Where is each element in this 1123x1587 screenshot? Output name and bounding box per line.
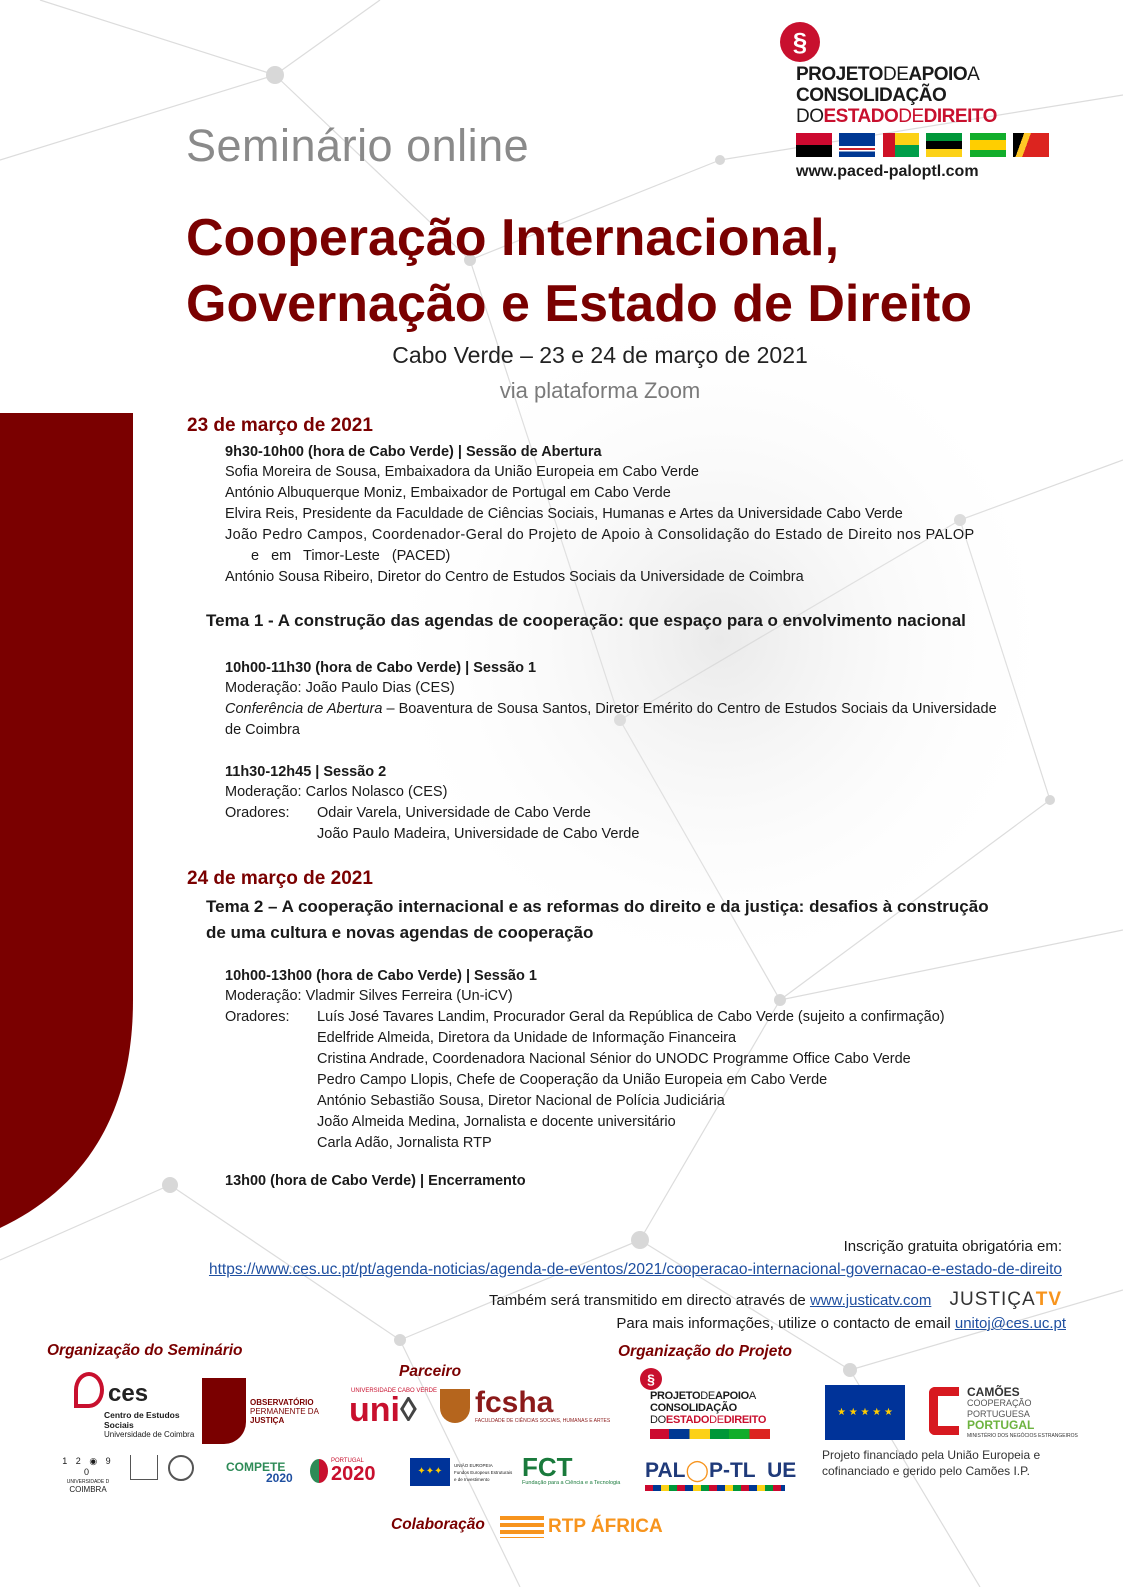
- day1-opening-session: [225, 442, 1065, 588]
- funding-note: Projeto financiado pela União Europeia e cofinanciado e gerido pelo Camões I.P.: [822, 1448, 1041, 1478]
- camoes-logo: CAMÕES COOPERAÇÃO PORTUGUESA PORTUGAL MINISTÉRIO DOS NEGÓCIOS ESTRANGEIROS: [929, 1387, 1078, 1442]
- speakers-row: [225, 1007, 1065, 1028]
- speaker: Luís José Tavares Landim, Procurador Geral da República de Cabo Verde (sujeito a confirmação): [317, 1009, 945, 1025]
- conference: [225, 699, 1065, 720]
- compete-2020-logo: COMPETE 2020: [226, 1460, 293, 1485]
- speakers-row: [225, 1070, 1065, 1091]
- closing-session: 13h00 (hora de Cabo Verde) | Encerramento: [225, 1173, 526, 1189]
- portugal-2020-logo: PORTUGAL 2020: [310, 1458, 376, 1484]
- palop-flags: [796, 133, 1050, 157]
- day1-session-2: [225, 762, 1065, 845]
- paced-logo: § PROJETODEAPOIOA CONSOLIDAÇÃO DOESTADODEDIREITO www.paced-paloptl.com: [780, 22, 1050, 181]
- eu-flag-large-icon: ★ ★ ★ ★ ★: [825, 1385, 905, 1440]
- heritage-seal-icon: [168, 1455, 194, 1481]
- day2-session-1: [225, 966, 1065, 1154]
- speakers-row: [225, 1049, 1065, 1070]
- eu-funds-logo: ✦✦✦ UNIÃO EUROPEIA Fundos Europeus Estruturais e de Investimento: [410, 1458, 514, 1486]
- guine-bissau-flag-icon: [883, 133, 919, 157]
- speakers-row: [225, 1091, 1065, 1112]
- unesco-icon: [130, 1455, 158, 1480]
- speaker: Carla Adão, Jornalista RTP: [317, 1135, 492, 1151]
- tema-2: Tema 2 – A cooperação internacional e as reformas do direito e da justiça: desafios à construção de uma cultura e novas agendas de cooperação: [206, 897, 989, 942]
- speakers-row: [225, 1112, 1065, 1133]
- speakers-row: [225, 824, 1065, 845]
- registration-link[interactable]: https://www.ces.uc.pt/pt/agenda-noticias/agenda-de-eventos/2021/cooperacao-internacional-governacao-e-estado-de-direito: [208, 1261, 1062, 1278]
- page-title: Cooperação Internacional, Governação e Estado de Direito: [186, 209, 973, 333]
- rtp-africa-logo: RTP ÁFRICA: [500, 1516, 663, 1538]
- speakers-row: [225, 803, 1065, 824]
- speakers-label: Oradores:: [225, 1009, 290, 1025]
- sao-tome-flag-icon: [970, 133, 1006, 157]
- moderation: Moderação: João Paulo Dias (CES): [225, 680, 455, 696]
- day1-session-1: [225, 658, 1065, 741]
- speaker: António Sebastião Sousa, Diretor Nacional de Polícia Judiciária: [317, 1093, 725, 1109]
- conference-continued: de Coimbra: [225, 722, 300, 738]
- paced-logo-small: § PROJETODEAPOIOA CONSOLIDAÇÃO DOESTADODEDIREITO: [640, 1368, 790, 1439]
- paced-emblem-icon-small: §: [640, 1368, 662, 1390]
- justicatv-logo: JUSTIÇATV: [949, 1289, 1062, 1310]
- camoes-c-icon: [929, 1387, 959, 1435]
- palop-flags-small: [650, 1429, 770, 1439]
- moderation: Moderação: Vladmir Silves Ferreira (Un-iCV): [225, 988, 513, 1004]
- speaker: Elvira Reis, Presidente da Faculdade de Ciências Sociais, Humanas e Artes da Universidade Cabo Verde: [225, 506, 903, 522]
- speaker: Edelfride Almeida, Diretora da Unidade de Informação Financeira: [317, 1030, 737, 1046]
- rtp-stripes-icon: [500, 1516, 544, 1538]
- paced-emblem-icon: §: [780, 22, 820, 62]
- info-text: Para mais informações, utilize o contacto de email: [616, 1315, 955, 1332]
- session-time: 10h00-13h00 (hora de Cabo Verde) | Sessão 1: [225, 968, 537, 984]
- cabo-verde-flag-icon: [839, 133, 875, 157]
- place-date: Cabo Verde – 23 e 24 de março de 2021: [392, 342, 808, 368]
- observatorio-emblem-icon: [202, 1378, 246, 1444]
- speakers-row: [225, 1133, 1065, 1154]
- fcsha-shield-icon: [440, 1389, 470, 1423]
- fct-logo: FCT Fundação para a Ciência e a Tecnologia: [522, 1452, 621, 1486]
- speaker: António Albuquerque Moniz, Embaixador de Portugal em Cabo Verde: [225, 485, 671, 501]
- speaker: Sofia Moreira de Sousa, Embaixadora da União Europeia em Cabo Verde: [225, 464, 699, 480]
- platform: via plataforma Zoom: [499, 378, 701, 403]
- speaker: João Pedro Campos, Coordenador-Geral do Projeto de Apoio à Consolidação do Estado de Direito nos PALOP: [225, 527, 975, 543]
- ces-logo: ces Centro de Estudos Sociais Universidade de Coimbra: [74, 1372, 204, 1439]
- org-project-label: Organização do Projeto: [618, 1343, 792, 1360]
- speaker: João Almeida Medina, Jornalista e docente universitário: [317, 1114, 676, 1130]
- session-time: 11h30-12h45 | Sessão 2: [225, 764, 387, 780]
- conference-text: – Boaventura de Sousa Santos, Diretor Emérito do Centro de Estudos Sociais da Universidade: [382, 701, 997, 717]
- coimbra-logo: 1 2 ◉ 9 0 UNIVERSIDADE D COIMBRA: [62, 1456, 114, 1494]
- angola-flag-icon: [796, 133, 832, 157]
- partner-label: Parceiro: [399, 1363, 462, 1380]
- stream-row: [489, 1289, 1062, 1311]
- speakers-label: Oradores:: [225, 805, 290, 821]
- day1-date: 23 de março de 2021: [187, 415, 373, 436]
- speaker-continued: e em Timor-Leste (PACED): [251, 548, 451, 564]
- day2-date: 24 de março de 2021: [187, 868, 373, 889]
- paloptl-ue-logo: PAL◯P-TL UE: [645, 1458, 803, 1500]
- registration-link-row: [209, 1261, 1062, 1279]
- tema-1: Tema 1 - A construção das agendas de cooperação: que espaço para o envolvimento nacional: [206, 611, 966, 630]
- stream-text: Também será transmitido em directo através de: [488, 1292, 810, 1309]
- registration-label: Inscrição gratuita obrigatória em:: [843, 1238, 1062, 1255]
- session-time: 10h00-11h30 (hora de Cabo Verde) | Sessão 1: [225, 660, 537, 676]
- eu-flag-icon: ✦✦✦: [410, 1458, 450, 1486]
- collaboration-label: Colaboração: [391, 1516, 485, 1533]
- timor-leste-flag-icon: [1013, 133, 1049, 157]
- contact-email-link[interactable]: unitoj@ces.uc.pt: [954, 1315, 1066, 1332]
- unicv-logo: UNIVERSIDADE CABO VERDE uni◊: [349, 1388, 438, 1429]
- paced-website[interactable]: www.paced-paloptl.com: [796, 163, 979, 180]
- speaker: João Paulo Madeira, Universidade de Cabo Verde: [317, 826, 640, 842]
- moderation: Moderação: Carlos Nolasco (CES): [225, 784, 448, 800]
- speaker: Odair Varela, Universidade de Cabo Verde: [317, 805, 591, 821]
- conference-label: Conferência de Abertura: [225, 701, 383, 717]
- portugal-2020-emblem-icon: [310, 1459, 328, 1483]
- speaker: Pedro Campo Llopis, Chefe de Cooperação da União Europeia em Cabo Verde: [317, 1072, 828, 1088]
- session-time: 9h30-10h00 (hora de Cabo Verde) | Sessão de Abertura: [225, 444, 602, 460]
- speaker: António Sousa Ribeiro, Diretor do Centro de Estudos Sociais da Universidade de Coimbra: [225, 569, 804, 585]
- info-row: [616, 1315, 1066, 1332]
- seminar-type: Seminário online: [186, 120, 530, 171]
- ces-emblem-icon: [74, 1372, 104, 1408]
- org-seminar-label: Organização do Seminário: [47, 1342, 243, 1359]
- observatorio-logo: OBSERVATÓRIO PERMANENTE DA JUSTIÇA: [202, 1378, 319, 1444]
- fcsha-logo: fcsha FACULDADE DE CIÊNCIAS SOCIAIS, HUMANAS E ARTES: [440, 1388, 610, 1424]
- speaker: Cristina Andrade, Coordenadora Nacional Sénior do UNODC Programme Office Cabo Verde: [317, 1051, 911, 1067]
- justicatv-link[interactable]: www.justicatv.com: [809, 1292, 932, 1309]
- speakers-row: [225, 1028, 1065, 1049]
- mocambique-flag-icon: [926, 133, 962, 157]
